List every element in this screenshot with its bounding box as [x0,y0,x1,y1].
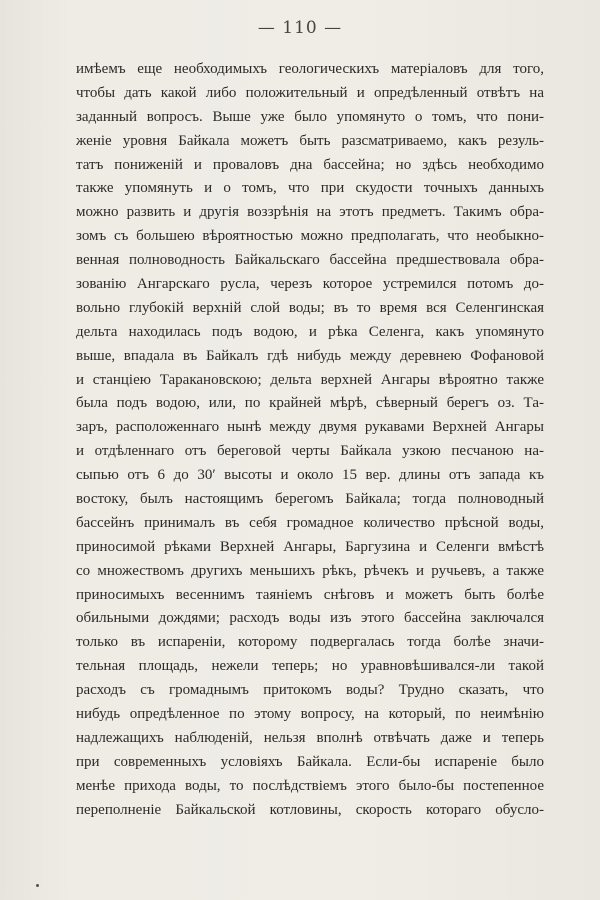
text-line: и отдѣленнаго отъ береговой черты Байкала узкою песчаною на- [76,443,544,460]
text-line: только въ испареніи, которому подвергалась тогда болѣе значи- [76,634,544,651]
text-line: надлежащихъ наблюденій, нельзя вполнѣ отвѣчать даже и теперь [76,729,544,746]
page-number: — 110 — [257,18,343,38]
text-line: зованію Ангарскаго русла, черезъ которое устремился потомъ до- [76,276,544,293]
text-line: обильными дождями; расходъ воды изъ этого бассейна заключался [76,610,544,627]
text-line: зомъ съ большею вѣроятностью можно предполагать, что необыкно- [76,228,544,245]
body-text [76,58,544,823]
text-line: также упомянуть и о томъ, что при скудости точныхъ данныхъ [76,180,544,197]
text-line: заданный вопросъ. Выше уже было упомянуто о томъ, что пони- [76,108,544,125]
text-line: при современныхъ условіяхъ Байкала. Если-бы испареніе было [76,753,544,770]
text-line: была подъ водою, или, по крайней мѣрѣ, сѣверный берегъ оз. Та- [76,395,544,412]
text-line: нибудь опредѣленное по этому вопросу, на который, по неимѣнію [76,706,544,723]
text-line: востоку, былъ настоящимъ берегомъ Байкала; тогда полноводный [76,491,544,508]
text-line: дельта находилась подъ водою, и рѣка Селенга, какъ упомянуто [76,323,544,340]
text-line: татъ пониженій и проваловъ дна бассейна; но здѣсь необходимо [76,156,544,173]
text-line: выше, впадала въ Байкалъ гдѣ нибудь между деревнею Фофановой [76,347,544,364]
text-line: расходъ съ громаднымъ притокомъ воды? Трудно сказать, что [76,682,544,699]
text-line: заръ, расположеннаго нынѣ между двумя рукавами Верхней Ангары [76,419,544,436]
text-line: имѣемъ еще необходимыхъ геологическихъ матеріаловъ для того, [76,61,544,77]
text-line: вольно глубокій верхній слой воды; въ то время вся Селенгинская [76,299,544,316]
print-speck [36,884,39,887]
text-line: и станціею Таракановскою; дельта верхней Ангары вѣроятно также [76,371,544,388]
text-line: венная полноводность Байкальскаго бассейна предшествовала обра- [76,252,544,269]
text-line: женіе уровня Байкала можетъ быть разсматриваемо, какъ резуль- [76,132,544,149]
text-line: бассейнъ принималъ въ себя громадное количество прѣсной воды, [76,514,544,531]
text-line: приносимой рѣками Верхней Ангары, Баргузина и Селенги вмѣстѣ [76,538,544,555]
text-line: приносимыхъ весеннимъ таяніемъ снѣговъ и можетъ быть болѣе [76,586,544,603]
text-line: переполненіе Байкальской котловины, скорость котораго обуслo- [76,801,544,818]
text-line: тельная площадь, нежели теперь; но уравновѣшивался-ли такой [76,658,544,675]
text-line: сыпью отъ 6 до 30′ высоты и около 15 вер. длины отъ запада къ [76,467,544,484]
text-line: можно развить и другія воззрѣнія на этотъ предметъ. Такимъ обра- [76,204,544,221]
text-line: со множествомъ другихъ меньшихъ рѣкъ, рѣчекъ и ручьевъ, а также [76,562,544,579]
text-line: менѣе прихода воды, то послѣдствіемъ этого было-бы постепенное [76,777,544,794]
text-line: чтобы дать какой либо положительный и опредѣленный отвѣтъ на [76,84,544,101]
